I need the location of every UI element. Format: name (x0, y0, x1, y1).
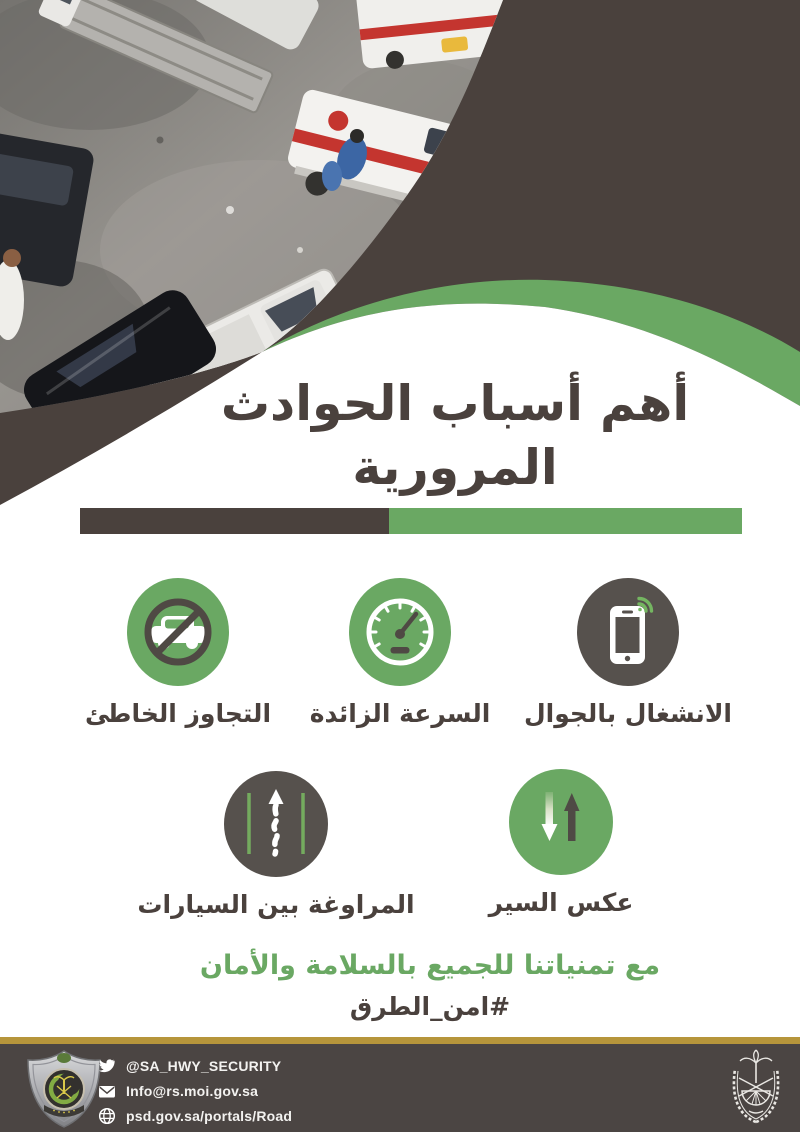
cause-wrong-overtaking (84, 577, 272, 728)
cause-label: التجاوز الخاطئ (84, 699, 272, 728)
speedometer-icon (348, 577, 452, 687)
page-title: أهم أسباب الحوادث المرورية (220, 375, 690, 496)
divider-bar-green (389, 508, 742, 534)
cause-label: الانشغال بالجوال (523, 699, 733, 728)
ministry-of-interior-emblem (726, 1049, 786, 1127)
mobile-phone-icon (576, 577, 680, 687)
cause-speeding (309, 577, 491, 728)
email-icon (98, 1084, 116, 1099)
footer-contacts (98, 1057, 292, 1125)
twitter-icon (98, 1057, 116, 1075)
hashtag-text: #امن_الطرق (349, 992, 511, 1021)
no-overtaking-icon (126, 577, 230, 687)
safety-wish-text: مع تمنياتنا للجميع بالسلامة والأمان (199, 950, 661, 981)
footer-gold-line (0, 1037, 800, 1044)
cause-wrong-way (488, 768, 634, 917)
twitter-row[interactable] (98, 1057, 292, 1075)
website-row[interactable] (98, 1107, 292, 1125)
cause-label: السرعة الزائدة (309, 699, 491, 728)
website-url[interactable]: psd.gov.sa/portals/Road (126, 1108, 293, 1124)
divider-bar (80, 508, 742, 534)
email-row[interactable] (98, 1082, 292, 1100)
cause-label: المراوغة بين السيارات (137, 890, 415, 919)
email-address[interactable]: Info@rs.moi.gov.sa (126, 1083, 259, 1099)
cause-phone-distraction (523, 577, 733, 728)
cause-lane-weaving (137, 770, 415, 919)
divider-bar-dark (80, 508, 389, 534)
highway-patrol-badge (22, 1048, 106, 1130)
lane-weaving-icon (223, 770, 329, 878)
globe-icon (98, 1107, 116, 1125)
twitter-handle[interactable]: @SA_HWY_SECURITY (126, 1058, 282, 1074)
cause-label: عكس السير (488, 888, 634, 917)
two-way-arrows-icon (508, 768, 614, 876)
